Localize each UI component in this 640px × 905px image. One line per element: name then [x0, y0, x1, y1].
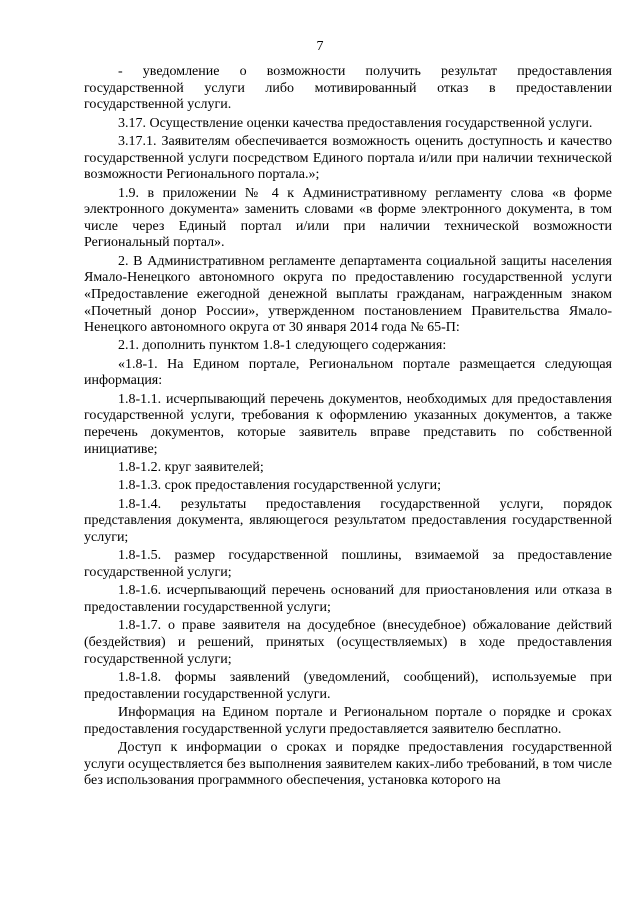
paragraph-1-9: 1.9. в приложении № 4 к Административному регламенту слова «в форме электронного документа» заменить словами «в форме электронного документа, в том числе через Единый портал и/или при наличии технической возможности Региональный портал». [84, 185, 612, 251]
paragraph-3-17: 3.17. Осуществление оценки качества предоставления государственной услуги. [118, 115, 593, 131]
paragraph-notification-result: - уведомление о возможности получить результат предоставления государственной услуги либо мотивированный отказ в предоставлении государственной услуги. [84, 64, 612, 113]
paragraph-access-info: Доступ к информации о сроках и порядке предоставления государственной услуги осуществляется без выполнения заявителем каких-либо требований, в том числе без использования программного обеспечения, установка которого на [84, 739, 612, 789]
paragraph-1-8-1-5: 1.8-1.5. размер государственной пошлины, взимаемой за предоставление государственной услуги; [84, 548, 612, 580]
paragraph-2-1: 2.1. дополнить пунктом 1.8-1 следующего содержания: [118, 338, 447, 354]
paragraph-1-8-1-3: 1.8-1.3. срок предоставления государственной услуги; [118, 478, 442, 494]
paragraph-1-8-1: «1.8-1. На Едином портале, Региональном портале размещается следующая информация: [84, 356, 612, 389]
paragraph-1-8-1-4: 1.8-1.4. результаты предоставления государственной услуги, порядок представления документа, являющегося результатом предоставления государственной услуги; [84, 496, 612, 545]
paragraph-1-8-1-6: 1.8-1.6. исчерпывающий перечень оснований для приостановления или отказа в предоставлении государственной услуги; [84, 583, 612, 615]
paragraph-1-8-1-2: 1.8-1.2. круг заявителей; [118, 460, 264, 476]
paragraph-1-8-1-7: 1.8-1.7. о праве заявителя на досудебное (внесудебное) обжалование действий (бездействия) и решений, принятых (осуществляемых) в ходе предоставления государственной услуги; [84, 618, 612, 667]
paragraph-2: 2. В Административном регламенте департамента социальной защиты населения Ямало-Ненецкого автономного округа по предоставлению государственной услуги «Предоставление ежегодной денежной выплаты гражданам, награжденным знаком «Почетный донор России», утвержденном постановлением Правительства Ямало-Ненецкого автономного округа от 30 января 2014 года № 65-П: [84, 253, 612, 336]
paragraph-free-info: Информация на Едином портале и Региональном портале о порядке и сроках предоставления государственной услуги предоставляется заявителю бесплатно. [84, 704, 612, 737]
paragraph-1-8-1-8: 1.8-1.8. формы заявлений (уведомлений, сообщений), используемые при предоставлении государственной услуги. [84, 669, 612, 702]
page-number: 7 [316, 39, 324, 54]
document-body [84, 64, 612, 791]
paragraph-3-17-1: 3.17.1. Заявителям обеспечивается возможность оценить доступность и качество государственной услуги посредством Единого портала и/или при наличии технической возможности Регионального портала.»; [84, 133, 612, 183]
paragraph-1-8-1-1: 1.8-1.1. исчерпывающий перечень документов, необходимых для предоставления государственной услуги, требования к оформлению указанных документов, а также перечень документов, которые заявитель вправе представить по собственной инициативе; [84, 391, 612, 457]
